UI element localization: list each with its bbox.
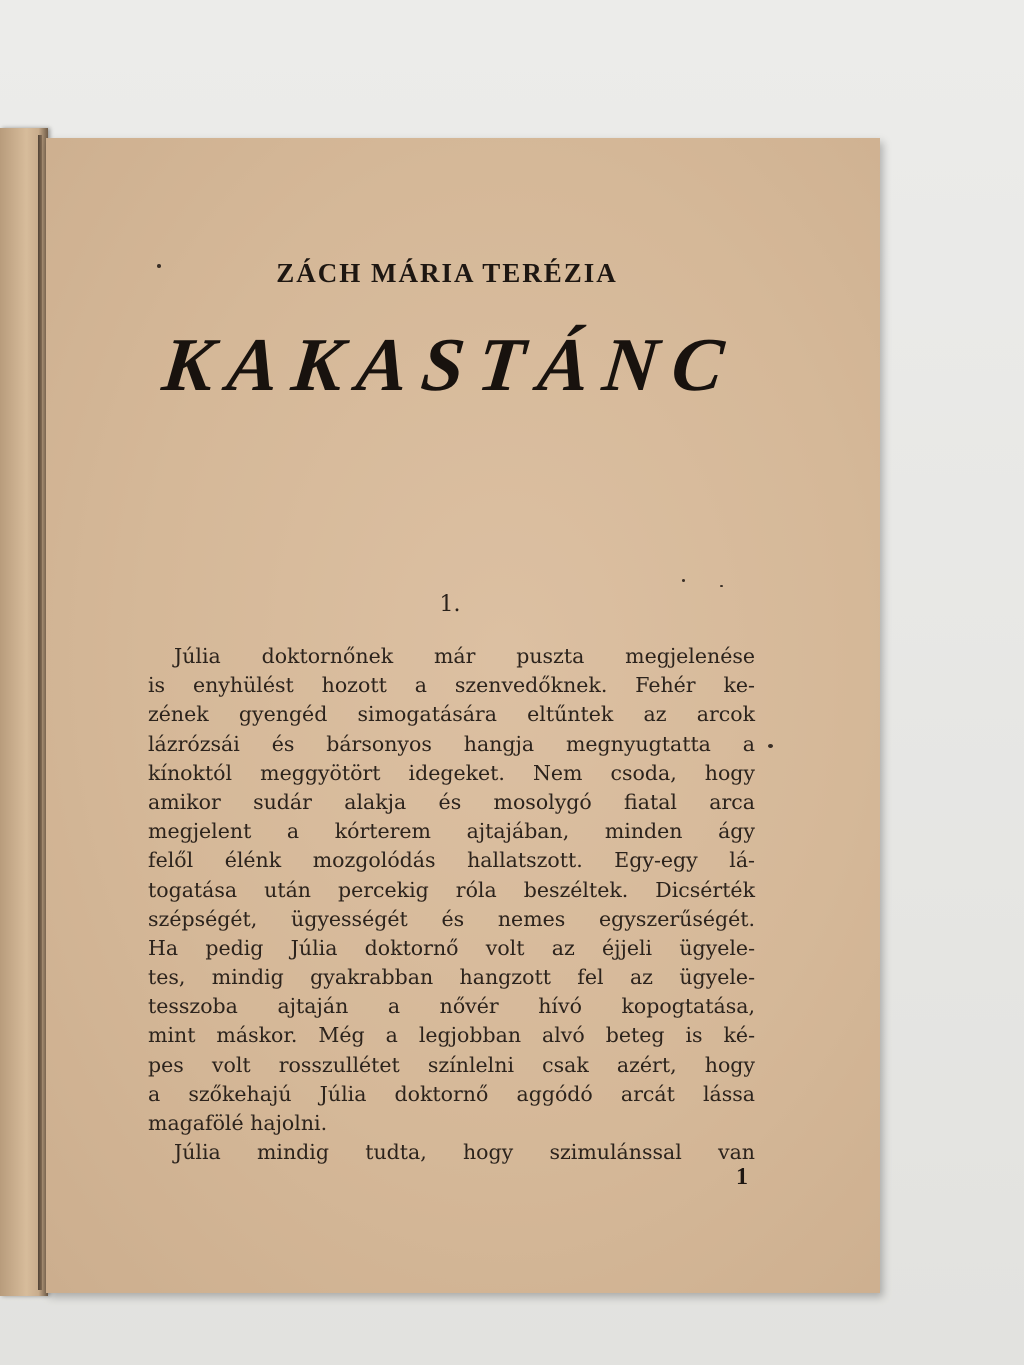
text-line: lázrózsái és bársonyos hangja megnyugtatta a xyxy=(148,731,755,756)
text-line: mint máskor. Még a legjobban alvó beteg is ké- xyxy=(148,1023,755,1048)
text-line: togatása után percekig róla beszéltek. Dicsérték xyxy=(148,877,755,902)
text-line: tesszoba ajtaján a nővér hívó kopogtatása, xyxy=(148,994,755,1019)
text-line: szépségét, ügyességét és nemes egyszerűségét. xyxy=(148,906,755,931)
text-line: a szőkehajú Júlia doktornő aggódó arcát lássa xyxy=(148,1081,755,1106)
text-line: felől élénk mozgolódás hallatszott. Egy-egy lá- xyxy=(148,848,755,873)
paper-speck xyxy=(768,744,773,748)
paper-speck xyxy=(720,585,723,587)
chapter-number: 1. xyxy=(439,592,461,617)
book-spine xyxy=(38,135,42,1290)
text-line: magafölé hajolni. xyxy=(148,1111,328,1135)
text-line: pes volt rosszullétet színlelni csak azért, hogy xyxy=(148,1052,755,1077)
text-line: Ha pedig Júlia doktornő volt az éjjeli ügyele- xyxy=(148,935,755,960)
text-line: Júlia mindig tudta, hogy szimulánssal van xyxy=(174,1140,755,1165)
text-line: Júlia doktornőnek már puszta megjelenése xyxy=(174,644,755,668)
text-line: kínoktól meggyötört idegeket. Nem csoda, hogy xyxy=(148,760,755,785)
page-number: 1 xyxy=(736,1164,748,1190)
text-line: zének gyengéd simogatására eltűntek az arcok xyxy=(148,702,755,727)
book-title: KAKASTÁNC xyxy=(158,323,742,407)
author-name: ZÁCH MÁRIA TERÉZIA xyxy=(276,258,618,288)
text-line: is enyhülést hozott a szenvedőknek. Fehér ke- xyxy=(148,673,755,698)
paper-speck xyxy=(682,579,685,582)
paper-speck xyxy=(157,264,161,268)
text-line: tes, mindig gyakrabban hangzott fel az ügyele- xyxy=(148,965,755,990)
text-line: amikor sudár alakja és mosolygó fiatal arca xyxy=(148,789,755,814)
text-line: megjelent a kórterem ajtajában, minden ágy xyxy=(148,819,755,844)
body-text xyxy=(148,642,755,1167)
